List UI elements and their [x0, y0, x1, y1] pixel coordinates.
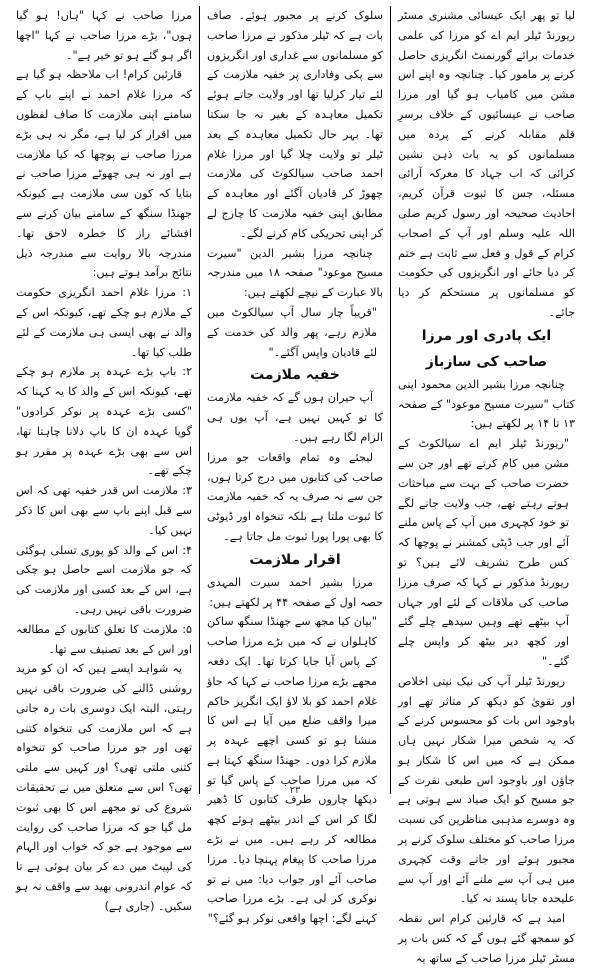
column-middle-paragraph: سلوک کرنے پر مجبور ہوئے۔ صاف بات ہے کہ ٹیلر مذکور نے مرزا صاحب کو مسلمانوں سے غداری اور انگریزوں سے پکی وفاداری پر خفیہ ملازمت کے لئے تیار کرلیا تھا اور ولایت جاتے ہوئے تکمیل معاہدہ کے بغیر نہ جا سکتا تھا۔ بہر حال تکمیل معاہدہ کے بعد ٹیلر تو ولایت چلا گیا اور مرزا غلام احمد صاحب سیالکوٹ کی ملازمت چھوڑ کر قادیان آگئے اور معاہدہ کے مطابق اپنی خفیہ ملازمت کا چارج لے کر اپنی تحریکی کام کرنے لگے۔ — [207, 9, 383, 240]
columns-container — [8, 6, 582, 965]
list-item: ۴: اس کے والد کو پوری تسلی ہوگئی کہ جو ملازمت اسے حاصل ہو چکی ہے، اس کے بعد کسی اور ملازمت کی ضرورت باقی نہیں رہی۔ — [16, 543, 192, 616]
column-left-paragraph: مرزا صاحب نے کہا "ہاں! ہو گیا ہوں"، بڑے مرزا صاحب نے کہا "اچھا اگر ہو گئے ہو تو خیر ہے"۔ — [16, 9, 192, 62]
column-left — [9, 6, 200, 913]
column-middle-section1-paragraph: آپ حیران ہوں گے کہ خفیہ ملازمت کا تو کہیں نہیں ہے، آپ یوں ہی الزام لگا رہے ہیں۔ — [207, 391, 383, 444]
column-middle — [200, 6, 391, 926]
list-item: ۳: ملازمت اس قدر خفیہ تھی کہ اس سے قبل اپنے باپ سے بھی اس کا ذکر نہیں کیا۔ — [16, 484, 192, 537]
section-heading-admission-of-employment: اقرار ملازمت — [249, 551, 341, 568]
section-heading-secret-employment: خفیہ ملازمت — [250, 367, 340, 384]
column-right-closing-paragraph: امید ہے کہ قارئین کرام اس نقطہ کو سمجھ گئے ہوں گے کہ کس بات پر مسٹر ٹیلر مرزا صاحب کے ساتھ یہ — [398, 912, 575, 965]
column-right-paragraph: لیا تو پھر ایک عیسائی مشنری مسٹر ریورنڈ ٹیلر ایم اے کو مرزا کی علمی خدمات برائے گورنمنٹ انگریزی حاصل کرنے پر مامور کیا۔ چنانچہ وہ اپنے اس مشن میں کامیاب ہو گیا اور مرزا صاحب نے عیسائیوں کے خلاف برسرِ قلم مقابلہ کرنے کے پردہ میں مسلمانوں کو یہ بات ذہن نشین کرائی کہ اب جہاد کا معرکہ آرائی مسئلہ، جس کا ثبوت قرآن کریم، احادیث صحیحہ اور رسول کریم صلی اللہ علیہ وسلم اور آپ کے اصحاب کرام کے قول و فعل سے ثابت ہے ختم کر دیا جائے اور انگریزوں کی حکومت کو مسلمانوں پر مستحکم کر دیا جائے۔ — [398, 9, 575, 319]
column-middle-section2-quote: "بیان کیا مجھ سے جھنڈا سنگھ ساکن کاہلواں نے کہ میں بڑے مرزا صاحب کے پاس آیا جایا کرتا تھا۔ ایک دفعہ مجھے بڑے مرزا صاحب نے کہا کہ جاؤ غلام احمد کو بلا لاؤ ایک انگریز حاکم میرا واقف ضلع میں آیا ہے اس کا منشا ہو تو کسی اچھے عہدہ پر ملازم کرا دوں۔ جھنڈا سنگھ کہتا ہے کہ میں مرزا صاحب کے پاس گیا تو دیکھا چاروں طرف کتابوں کا ڈھیر لگا کر اس کے اندر بیٹھے ہوئے کچھ مطالعہ کر رہے ہیں۔ میں نے بڑے مرزا صاحب کا پیغام پہنچا دیا۔ مرزا صاحب آئے اور جواب دیا: میں نے تو نوکری کر لی ہے۔ بڑے مرزا صاحب کہنے لگے: اچھا واقعی نوکر ہو گئے؟" — [207, 615, 377, 926]
column-middle-quote: "قریباً چار سال آپ سیالکوٹ میں ملازم رہے، پھر والد کی خدمت کے لئے قادیان واپس آگئے۔" — [207, 305, 377, 359]
column-right-quote: "ریورنڈ ٹیلر ایم اے سیالکوٹ کے مشن میں کام کرتے تھے اور جن سے حضرت صاحب کے بہت سے مباحثات ہوتے رہتے تھے، جب ولایت جانے لگے تو خود کچہری میں آپ کے پاس ملنے آئے اور جب ڈپٹی کمشنر نے پوچھا کہ کس طرح تشریف لائے ہیں؟ تو ریورنڈ مذکور نے کہا کہ صرف مرزا صاحب کی ملاقات کے لئے اور جہاں آپ بیٹھے تھے وہیں سیدھے چلے گئے اور کچھ دیر بیٹھ کر واپس چلے گئے۔" — [398, 437, 569, 668]
column-middle-paragraph: چنانچہ مرزا بشیر الدین "سیرت مسیح موعود" صفحہ ۱۸ میں مندرجہ بالا عبارت کے نیچے لکھتے ہیں: — [207, 246, 383, 300]
column-middle-section1-paragraph: لیجئے وہ تمام واقعات جو مرزا صاحب کی کتابوں میں درج کرتا ہوں، جن سے نہ صرف یہ کہ خفیہ ملازمت کا ثبوت ملتا ہے بلکہ تنخواہ اور ڈیوٹی کا بھی پورا پورا ثبوت مل جاتا ہے۔ — [207, 450, 383, 543]
column-right-intro: چنانچہ مرزا بشیر الدین محمود اپنی کتاب "سیرت مسیح موعود" کے صفحہ ۱۳ تا ۱۴ پر لکھتے ہیں: — [398, 377, 575, 431]
list-item: ۲: باپ بڑے عہدہ پر ملازم ہو چکے تھے، کیونکہ اس کے والد کا یہ کہنا کہ "کسی بڑے عہدہ پر نوکر کرادوں" گویا عہدہ ان کا باپ دلانا چاہتا تھا، اس سے بھی بڑے عہدہ پر مقرر ہو چکے تھے۔ — [16, 365, 192, 478]
list-item: ۱: مرزا غلام احمد انگریزی حکومت کے ملازم ہو چکے تھے، کیونکہ اس کے والد نے بھی ایسی ہی ملازمت کے لئے طلب کیا تھا۔ — [16, 286, 192, 359]
column-middle-section2-paragraph: مرزا بشیر احمد سیرت المہدی حصہ اول کے صفحہ ۴۴ پر لکھتے ہیں: — [207, 575, 383, 609]
column-left-paragraph: قارئین کرام! اب ملاحظہ ہو گیا ہے کہ مرزا غلام احمد نے اپنے باپ کے سامنے اپنی ملازمت کا صاف لفظوں میں اقرار کر لیا ہے، مگر نہ ہی بڑے مرزا صاحب نے پوچھا کہ کیا ملازمت ہے اور نہ ہی چھوٹے مرزا صاحب نے بتایا کہ کون سی ملازمت ہے کیونکہ جھنڈا سنگھ کے سامنے بیان کرنے سے افشائے راز کا خطرہ لاحق تھا۔ مندرجہ بالا روایت سے مندرجہ ذیل نتائج برآمد ہوتے ہیں: — [16, 68, 192, 280]
newspaper-page — [8, 6, 582, 965]
column-right-closing-paragraph: ریورنڈ ٹیلر آپ کی نیک نیتی اخلاص اور تقویٰ کو دیکھ کر متاثر تھے اور باوجود اس بات کو محسوس کرنے کے کہ یہ شخص میرا شکار نہیں ہاں ممکن ہے کہ میں اس کا شکار ہو جاؤں اور باوجود اس طبعی نفرت کے جو مسیح کو ایک صیاد سے ہوتی ہے وہ دوسرے مذہبی مناظرین کی نسبت مرزا صاحب کو مختلف سلوک کرنے پر مجبور ہوئے اور جاتے وقت کچہری میں ہی آپ سے ملنے آئے اور آپ سے علیحدہ جانا پسند نہ کیا۔ — [398, 674, 575, 906]
page-number: ۲۳ — [289, 785, 301, 796]
section-heading-priest-collusion: ایک پادری اور مرزا صاحب کی سازباز — [421, 327, 552, 370]
column-left-closing-paragraph: یہ شواہد ایسے ہیں کہ ان کو مزید روشنی ڈالنے کی ضرورت باقی نہیں رہتی، البتہ ایک دوسری بات رہ جاتی ہے کہ اس ملازمت کی تنخواہ کتنی تھی اور جو مرزا صاحب کو تنخواہ کتنی ملتی تھی؟ اور کہیں سے ملتی تھی؟ اس سے متعلق میں نے تحقیقات شروع کی تو مجھے اس کا بھی ثبوت مل گیا جو کہ مرزا صاحب کی روایت سے موجود ہے جو کہ خواب اور الہام کی لپیٹ میں دے کر بیان ہوئی ہے تا کہ عوام اندرونی بھید سے واقف نہ ہو سکیں۔ (جاری ہے) — [16, 662, 192, 913]
column-right — [391, 6, 582, 965]
list-item: ۵: ملازمت کا تعلق کتابوں کے مطالعہ اور اس کے بعد تصنیف سے تھا۔ — [16, 622, 192, 656]
